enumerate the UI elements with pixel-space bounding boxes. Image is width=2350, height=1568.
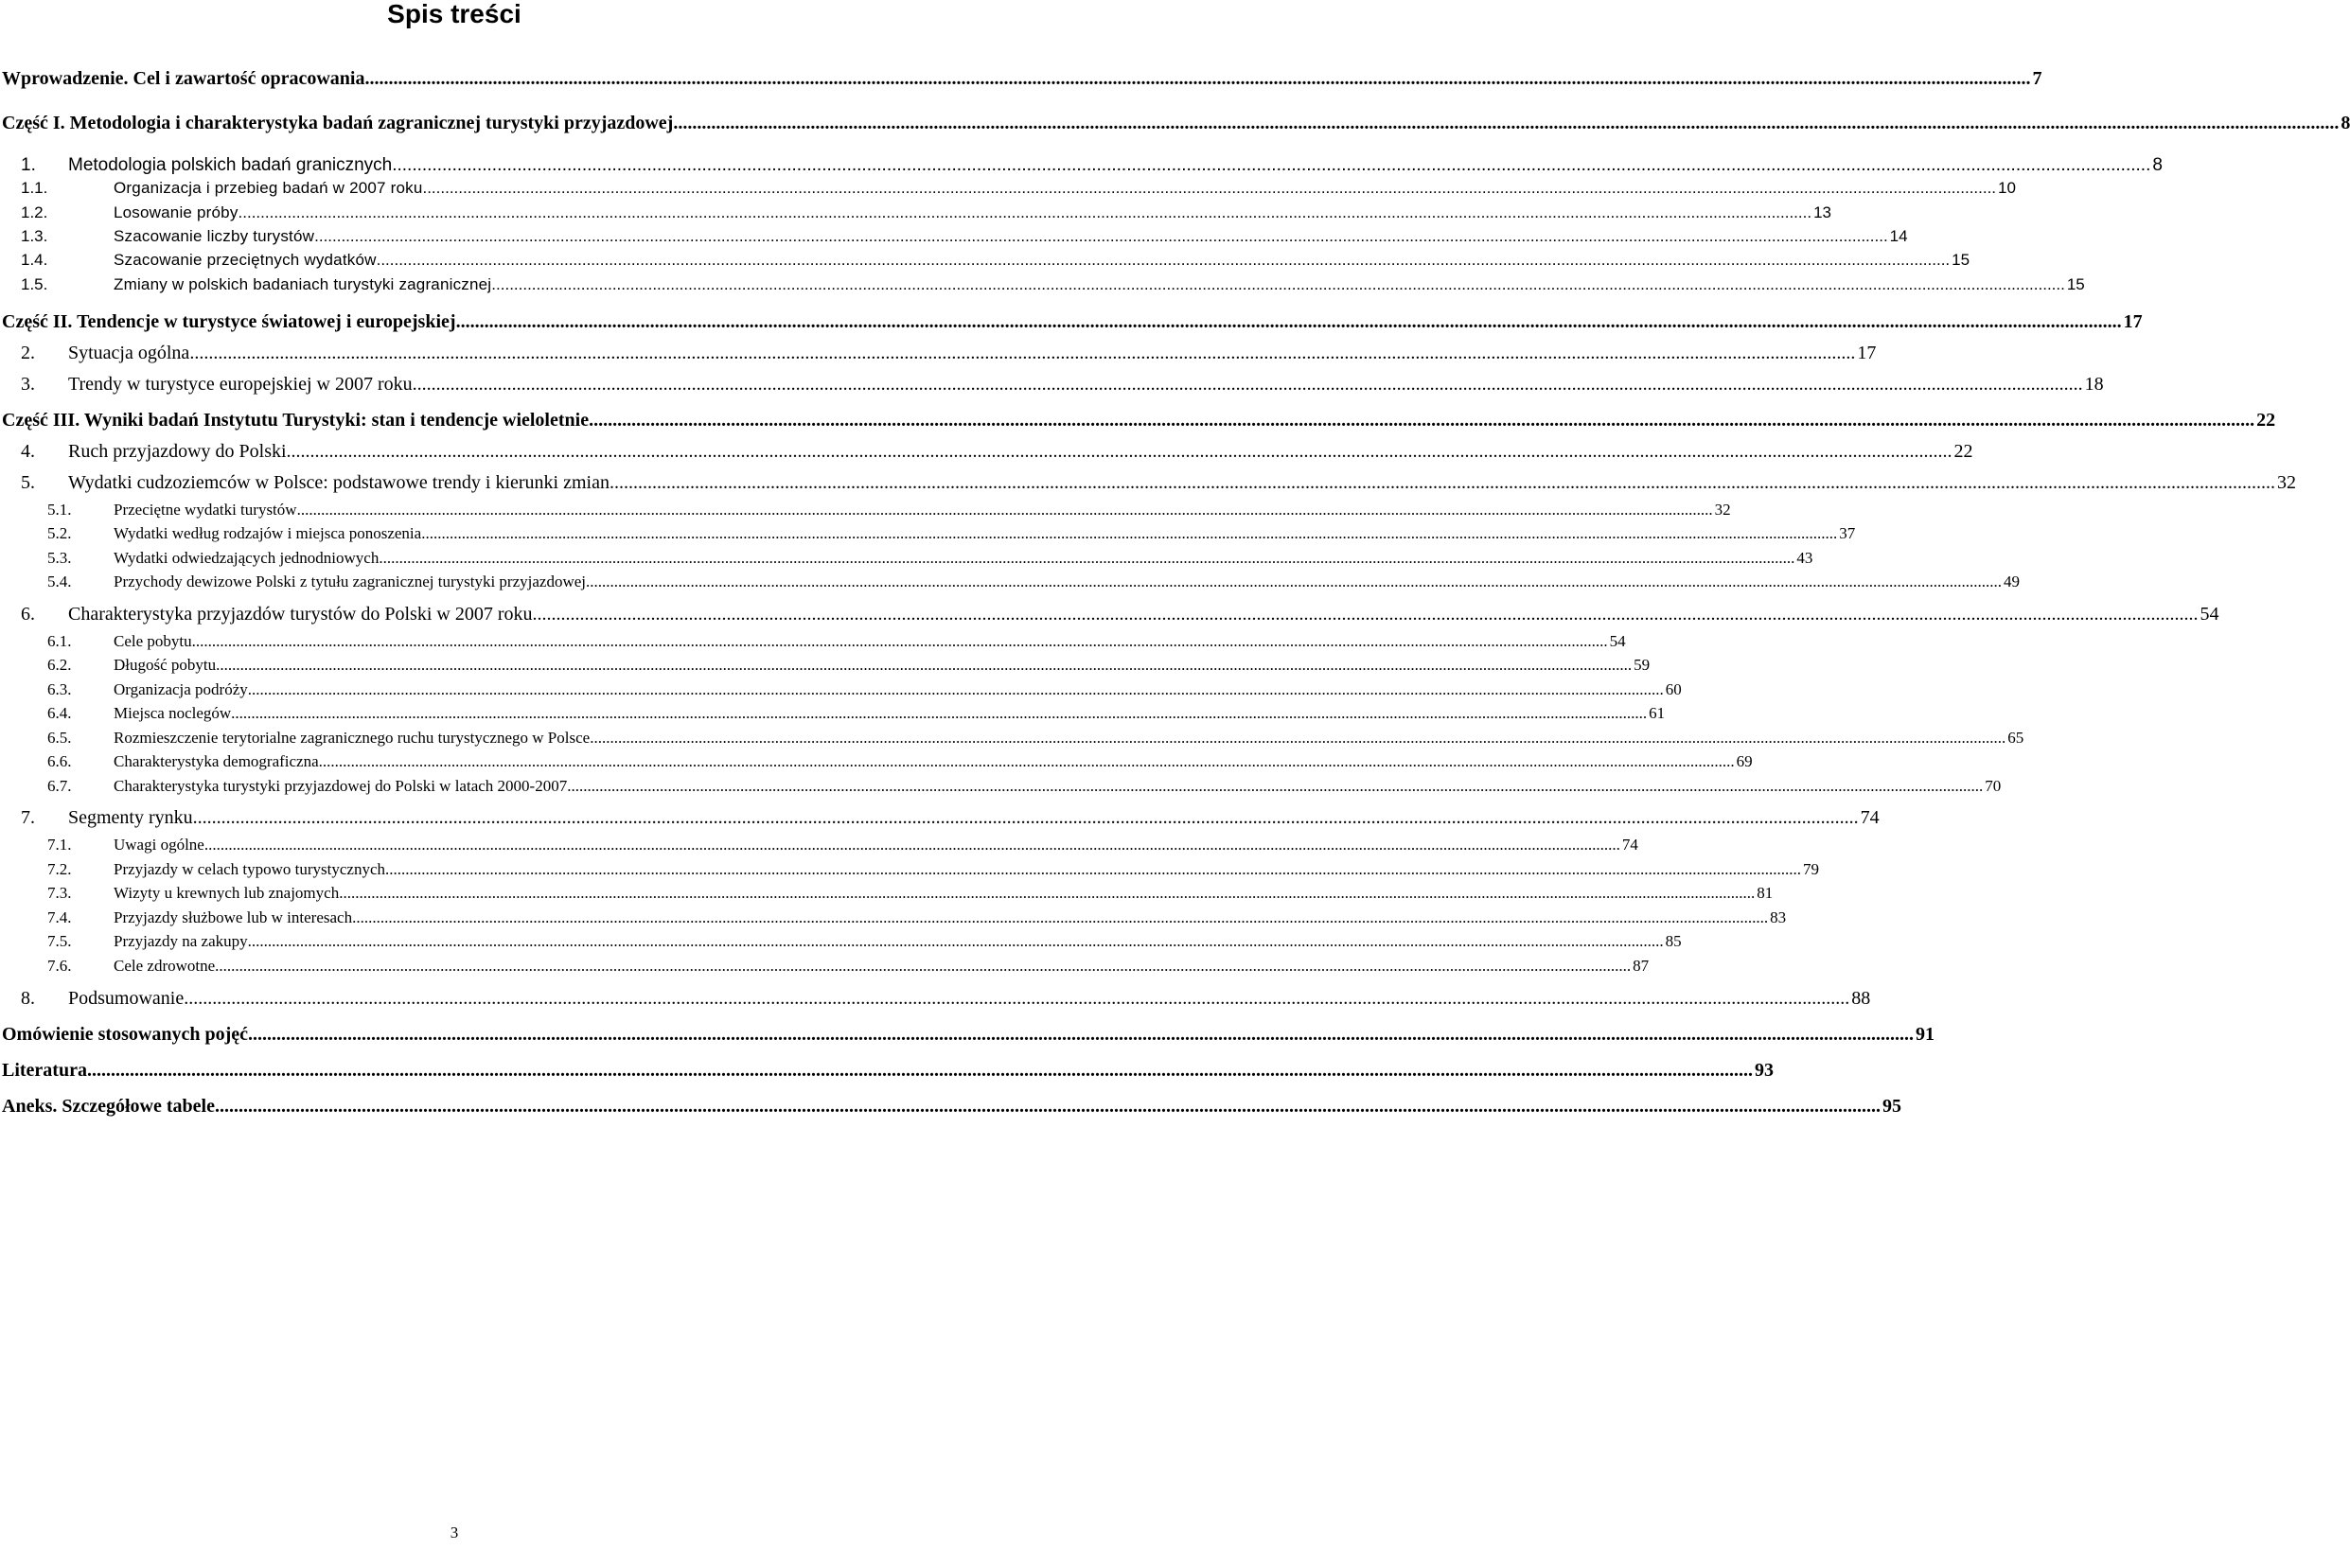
toc-entry-page: 79 xyxy=(1803,860,1820,878)
toc-dot-leader xyxy=(287,441,1952,463)
toc-entry-number: 1.4. xyxy=(21,251,48,269)
toc-entry-page: 49 xyxy=(2004,573,2020,590)
toc-dot-leader xyxy=(215,1096,1881,1118)
toc-entry-number: 1.3. xyxy=(21,227,48,245)
toc-entry-title: Omówienie stosowanych pojęć xyxy=(2,1024,248,1045)
toc-entry-page: 83 xyxy=(1770,908,1787,926)
toc-dot-leader xyxy=(610,472,2275,494)
toc-entry-number: 6.1. xyxy=(47,632,72,650)
toc-entry-number: 7.2. xyxy=(47,860,72,878)
toc-entry-number: 7.5. xyxy=(47,932,72,950)
toc-entry[interactable] xyxy=(2,908,1787,927)
toc-entry[interactable] xyxy=(2,441,1973,463)
toc-entry-number: 6.3. xyxy=(47,680,72,698)
toc-entry-page: 32 xyxy=(1714,501,1731,519)
toc-dot-leader xyxy=(364,68,2030,90)
toc-entry-number: 5.2. xyxy=(47,524,72,542)
toc-entry-number: 3. xyxy=(21,374,35,395)
toc-dot-leader xyxy=(248,1024,1914,1046)
page-title: Spis treści xyxy=(387,0,521,28)
toc-entry-number: 6.6. xyxy=(47,752,72,770)
toc-entry-page: 17 xyxy=(2123,311,2143,332)
toc-dot-leader xyxy=(673,113,2339,134)
toc-entry[interactable] xyxy=(2,472,2296,494)
toc-dot-leader xyxy=(204,836,1620,854)
toc-entry-title: Charakterystyka przyjazdów turystów do Polski w 2007 roku xyxy=(68,604,533,625)
toc-entry[interactable] xyxy=(2,343,1877,364)
toc-entry-title: Charakterystyka turystyki przyjazdowej do Polski w latach 2000-2007 xyxy=(114,777,568,795)
toc-entry[interactable] xyxy=(2,501,1731,520)
toc-entry-number: 7.6. xyxy=(47,957,72,975)
toc-entry[interactable] xyxy=(2,836,1638,854)
toc-entry-page: 93 xyxy=(1754,1060,1774,1081)
toc-entry-number: 6.5. xyxy=(47,729,72,747)
toc-entry[interactable] xyxy=(2,275,2085,294)
toc-entry-title: Sytuacja ogólna xyxy=(68,343,190,363)
toc-entry-number: 6.7. xyxy=(47,777,72,795)
toc-entry-title: Trendy w turystyce europejskiej w 2007 roku. xyxy=(68,374,417,395)
toc-entry-title: Organizacja i przebieg badań w 2007 roku xyxy=(114,179,423,197)
toc-entry-title: Segmenty rynku xyxy=(68,807,193,828)
toc-entry-page: 70 xyxy=(1985,777,2002,795)
toc-entry-page: 54 xyxy=(1609,632,1626,650)
toc-entry-title: Losowanie próby xyxy=(114,203,239,221)
toc-dot-leader xyxy=(567,777,1983,796)
toc-entry-number: 1. xyxy=(21,155,36,175)
toc-entry-number: 5. xyxy=(21,472,35,493)
toc-entry-number: 5.1. xyxy=(47,501,72,519)
toc-entry[interactable] xyxy=(2,988,1871,1010)
toc-dot-leader xyxy=(87,1060,1753,1082)
toc-entry-title: Organizacja podróży xyxy=(114,680,248,698)
toc-entry-page: 74 xyxy=(1860,807,1880,828)
toc-entry-number: 5.3. xyxy=(47,549,72,567)
toc-dot-leader xyxy=(248,932,1664,951)
toc-entry[interactable] xyxy=(2,860,1820,879)
toc-entry-title: Miejsca noclegów xyxy=(114,704,232,722)
toc-entry-page: 14 xyxy=(1889,227,1908,245)
toc-entry-title: Szacowanie liczby turystów xyxy=(114,227,315,245)
toc-entry-page: 95 xyxy=(1882,1096,1901,1117)
toc-entry[interactable] xyxy=(2,155,2163,176)
toc-dot-leader xyxy=(392,155,2150,176)
toc-entry-title: Podsumowanie xyxy=(68,988,185,1009)
toc-entry-title: Wprowadzenie. Cel i zawartość opracowania xyxy=(2,68,365,89)
toc-entry-title: Rozmieszczenie terytorialne zagranicznego ruchu turystycznego w Polsce xyxy=(114,729,591,747)
toc-entry-title: Przeciętne wydatki turystów xyxy=(114,501,297,519)
toc-entry[interactable] xyxy=(2,632,1626,651)
toc-entry-title: Przyjazdy na zakupy xyxy=(114,932,248,950)
toc-dot-leader xyxy=(215,957,1631,976)
toc-entry-title: Wydatki według rodzajów i miejsca ponoszenia xyxy=(114,524,422,542)
toc-entry[interactable] xyxy=(2,752,1753,771)
toc-entry-page: 81 xyxy=(1757,884,1774,902)
toc-dot-leader xyxy=(589,410,2254,432)
toc-entry[interactable] xyxy=(2,704,1666,723)
toc-entry-title: Część II. Tendencje w turystyce światowej i europejskiej xyxy=(2,311,456,332)
toc-entry[interactable] xyxy=(2,656,1651,675)
toc-entry-title: Wydatki cudzoziemców w Polsce: podstawowe trendy i kierunki zmian xyxy=(68,472,610,493)
toc-entry-page: 65 xyxy=(2007,729,2024,747)
toc-entry[interactable] xyxy=(2,777,2002,796)
toc-entry-title: Charakterystyka demograficzna xyxy=(114,752,319,770)
toc-entry-title: Aneks. Szczegółowe tabele xyxy=(2,1096,215,1117)
toc-entry-number: 7.3. xyxy=(47,884,72,902)
toc-entry-page: 22 xyxy=(1953,441,1973,462)
toc-dot-leader xyxy=(189,343,1855,364)
toc-entry-page: 7 xyxy=(2032,68,2042,89)
toc-entry-title: Przychody dewizowe Polski z tytułu zagranicznej turystyki przyjazdowej xyxy=(114,573,586,590)
toc-entry-page: 85 xyxy=(1665,932,1682,950)
toc-entry-page: 87 xyxy=(1633,957,1650,975)
toc-entry[interactable] xyxy=(2,957,1650,976)
toc-entry[interactable] xyxy=(2,227,1908,246)
toc-entry-page: 88 xyxy=(1851,988,1871,1009)
toc-entry[interactable] xyxy=(2,1096,1901,1118)
toc-entry-page: 15 xyxy=(1952,251,1970,269)
toc-entry-title: Część III. Wyniki badań Instytutu Turystyki: stan i tendencje wieloletnie xyxy=(2,410,590,431)
toc-entry-title: Przyjazdy w celach typowo turystycznych xyxy=(114,860,386,878)
toc-dot-leader xyxy=(297,501,1713,520)
toc-entry[interactable] xyxy=(2,113,2350,134)
toc-entry[interactable] xyxy=(2,573,2020,591)
toc-entry-number: 4. xyxy=(21,441,35,462)
toc-entry-title: Przyjazdy służbowe lub w interesach xyxy=(114,908,353,926)
toc-entry-number: 7. xyxy=(21,807,35,828)
toc-entry[interactable] xyxy=(2,203,1831,222)
toc-entry-title: Ruch przyjazdowy do Polski xyxy=(68,441,287,462)
toc-entry-number: 2. xyxy=(21,343,35,363)
toc-entry-title: Uwagi ogólne xyxy=(114,836,204,854)
toc-entry[interactable] xyxy=(2,410,2276,432)
toc-entry-page: 43 xyxy=(1796,549,1813,567)
toc-entry[interactable] xyxy=(2,68,2042,90)
toc-entry-number: 6.2. xyxy=(47,656,72,674)
toc-entry[interactable] xyxy=(2,251,1970,270)
toc-dot-leader xyxy=(352,908,1768,927)
toc-dot-leader xyxy=(456,311,2122,333)
toc-entry-page: 91 xyxy=(1915,1024,1935,1045)
toc-entry-page: 59 xyxy=(1634,656,1651,674)
toc-dot-leader xyxy=(231,704,1647,723)
toc-entry[interactable] xyxy=(2,311,2143,333)
toc-dot-leader xyxy=(184,988,1849,1010)
toc-dot-leader xyxy=(377,251,1951,270)
toc-entry-number: 7.1. xyxy=(47,836,72,854)
toc-dot-leader xyxy=(385,860,1801,879)
toc-entry-title: Zmiany w polskich badaniach turystyki zagranicznej xyxy=(114,275,492,293)
toc-dot-leader xyxy=(248,680,1664,699)
toc-entry-title: Wydatki odwiedzających jednodniowych xyxy=(114,549,380,567)
toc-dot-leader xyxy=(314,227,1888,246)
toc-entry[interactable] xyxy=(2,549,1813,568)
toc-dot-leader xyxy=(421,524,1837,543)
toc-entry-number: 6. xyxy=(21,604,35,625)
toc-entry-page: 69 xyxy=(1736,752,1753,770)
toc-entry-number: 8. xyxy=(21,988,35,1009)
toc-entry-page: 8 xyxy=(2152,155,2163,175)
toc-entry-number: 6.4. xyxy=(47,704,72,722)
toc-entry-title: Cele pobytu xyxy=(114,632,192,650)
toc-dot-leader xyxy=(417,374,2083,396)
toc-entry-page: 61 xyxy=(1649,704,1666,722)
toc-entry[interactable] xyxy=(2,680,1682,699)
toc-entry-page: 32 xyxy=(2276,472,2296,493)
toc-dot-leader xyxy=(590,729,2005,748)
toc-entry[interactable] xyxy=(2,729,2024,748)
toc-entry-page: 13 xyxy=(1813,203,1831,221)
toc-entry-page: 18 xyxy=(2084,374,2104,395)
toc-entry-page: 37 xyxy=(1839,524,1856,542)
toc-dot-leader xyxy=(319,752,1735,771)
toc-dot-leader xyxy=(192,632,1608,651)
toc-entry-page: 60 xyxy=(1665,680,1682,698)
toc-dot-leader xyxy=(491,275,2065,294)
toc-entry-title: Szacowanie przeciętnych wydatków xyxy=(114,251,377,269)
toc-entry-number: 1.5. xyxy=(21,275,48,293)
toc-entry-title: Literatura xyxy=(2,1060,87,1081)
toc-entry-title: Metodologia polskich badań granicznych xyxy=(68,155,393,175)
toc-entry-number: 5.4. xyxy=(47,573,72,590)
toc-dot-leader xyxy=(422,179,1996,198)
toc-entry-title: Wizyty u krewnych lub znajomych xyxy=(114,884,340,902)
toc-entry-page: 15 xyxy=(2066,275,2085,293)
toc-entry-number: 1.1. xyxy=(21,179,48,197)
toc-dot-leader xyxy=(193,807,1859,829)
toc-entry-title: Cele zdrowotne xyxy=(114,957,216,975)
toc-entry-number: 1.2. xyxy=(21,203,48,221)
toc-dot-leader xyxy=(239,203,1812,222)
toc-dot-leader xyxy=(532,604,2198,625)
toc-entry[interactable] xyxy=(2,807,1880,829)
toc-entry[interactable] xyxy=(2,1060,1774,1082)
toc-entry-page: 74 xyxy=(1621,836,1638,854)
toc-entry-page: 8 xyxy=(2341,113,2350,133)
toc-entry[interactable] xyxy=(2,179,2016,198)
toc-entry[interactable] xyxy=(2,932,1682,951)
toc-dot-leader xyxy=(586,573,2002,591)
toc-entry[interactable] xyxy=(2,1024,1935,1046)
toc-entry-page: 10 xyxy=(1998,179,2016,197)
toc-entry[interactable] xyxy=(2,374,2104,396)
toc-entry-title: Długość pobytu xyxy=(114,656,217,674)
toc-entry-page: 54 xyxy=(2200,604,2219,625)
toc-dot-leader xyxy=(379,549,1794,568)
toc-entry[interactable] xyxy=(2,524,1856,543)
toc-entry-title: Część I. Metodologia i charakterystyka badań zagranicznej turystyki przyjazdowej xyxy=(2,113,674,133)
toc-dot-leader xyxy=(339,884,1755,903)
toc-entry-page: 22 xyxy=(2256,410,2276,431)
toc-dot-leader xyxy=(216,656,1632,675)
toc-entry-number: 7.4. xyxy=(47,908,72,926)
toc-entry[interactable] xyxy=(2,884,1774,903)
page-number: 3 xyxy=(450,1524,459,1542)
toc-entry[interactable] xyxy=(2,604,2219,625)
toc-entry-page: 17 xyxy=(1857,343,1877,363)
